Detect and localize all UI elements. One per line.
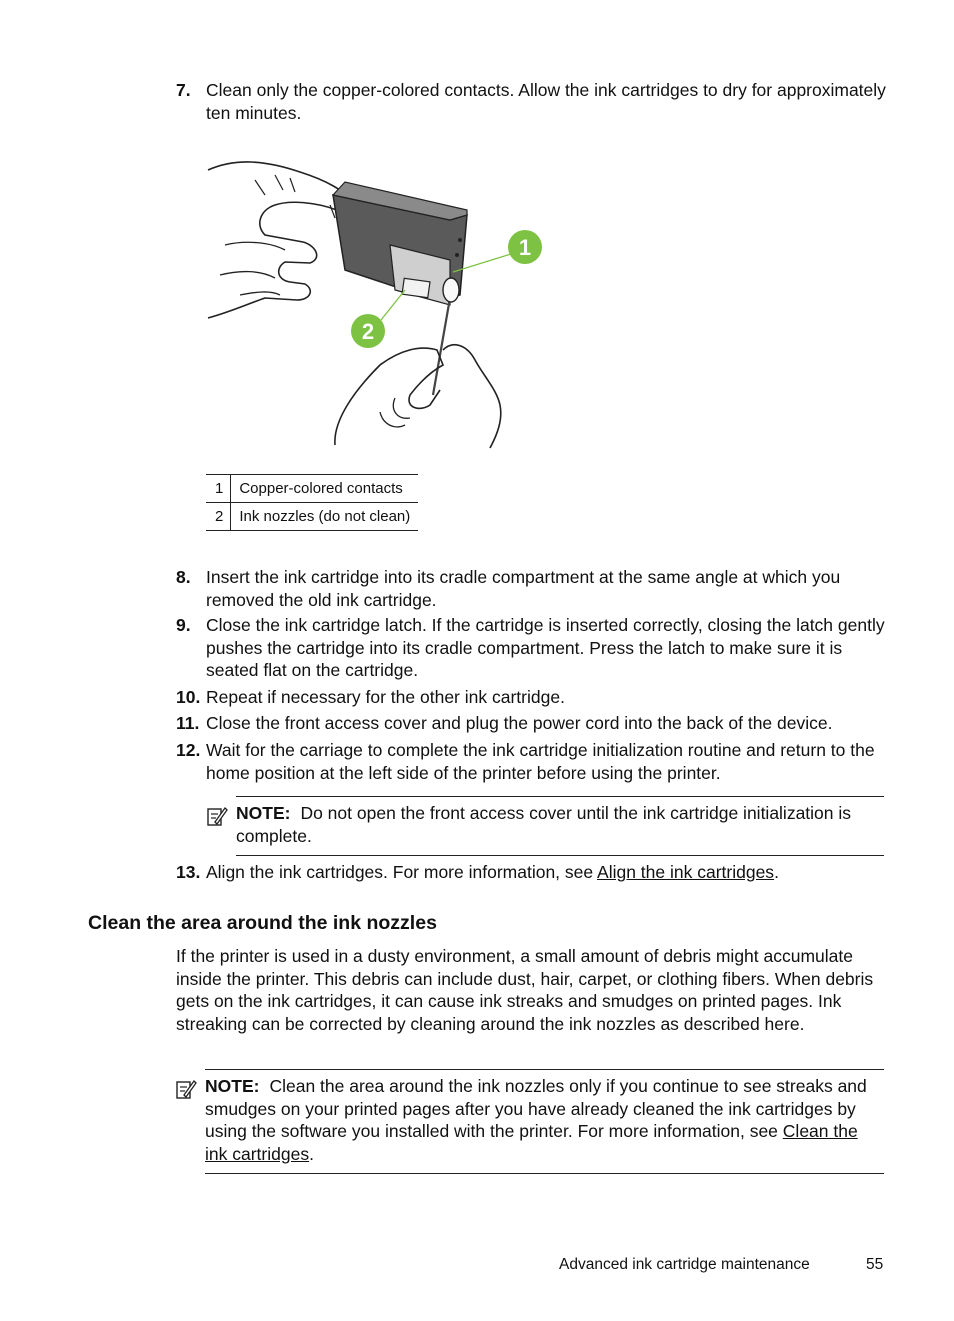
- step-number: 12.: [176, 740, 201, 760]
- page-number: 55: [866, 1256, 884, 1273]
- section-paragraph: If the printer is used in a dusty environment, a small amount of debris might accumulate inside the printer. This debris can include dust, hair, carpet, or clothing fibers. When debris gets on the ink cartridges, it can cause ink streaks and smudges on printed pages. Ink streaking can be corrected by cleaning around the ink nozzles as described here.: [176, 946, 874, 1034]
- step-number: 10.: [176, 687, 201, 707]
- note-label: NOTE:: [236, 803, 291, 823]
- legend-number: 1: [206, 475, 231, 503]
- legend-label: Copper-colored contacts: [231, 475, 418, 503]
- cartridge-cleaning-illustration: [205, 150, 555, 455]
- svg-text:1: 1: [518, 235, 532, 260]
- step-8: [176, 566, 886, 611]
- step-9: [176, 614, 886, 682]
- step-10: [176, 686, 886, 709]
- legend-number: 2: [206, 503, 231, 531]
- step-text: Clean only the copper-colored contacts. Allow the ink cartridges to dry for approximately ten minutes.: [206, 80, 886, 123]
- step-text: Repeat if necessary for the other ink cartridge.: [206, 687, 565, 707]
- step-text: Insert the ink cartridge into its cradle compartment at the same angle at which you removed the old ink cartridge.: [206, 567, 841, 610]
- right-hand: [335, 348, 443, 445]
- note-box: NOTE: Clean the area around the ink nozzles only if you continue to see streaks and smudges on your printed pages after you have already cleaned the ink cartridges by using the software you installed with the printer. For more information, see Clean the ink cartridges.: [205, 1069, 884, 1174]
- svg-text:2: 2: [361, 319, 375, 344]
- step-text: Close the front access cover and plug the power cord into the back of the device.: [206, 713, 833, 733]
- note-text: Clean the area around the ink nozzles only if you continue to see streaks and smudges on your printed pages after you have already cleaned the ink cartridges by using the software you installed with the printer. For more information, see: [205, 1076, 867, 1141]
- clean-cartridges-link[interactable]: Clean the ink cartridges: [205, 1121, 858, 1164]
- section-heading: Clean the area around the ink nozzles: [88, 912, 437, 934]
- step-number: 9.: [176, 615, 191, 635]
- table-row: [206, 475, 418, 503]
- step-13: [176, 861, 886, 884]
- step-number: 8.: [176, 567, 191, 587]
- step-number: 11.: [176, 713, 200, 733]
- note-text: Do not open the front access cover until the ink cartridge initialization is complete.: [236, 803, 852, 846]
- step-text: Align the ink cartridges. For more information, see Align the ink cartridges.: [206, 862, 779, 882]
- step-text: Wait for the carriage to complete the ink cartridge initialization routine and return to the home position at the left side of the printer before using the printer.: [206, 740, 875, 783]
- callout-legend-table: [206, 474, 418, 531]
- step-11: [176, 712, 886, 735]
- step-7: [176, 79, 886, 124]
- step-number: 7.: [176, 80, 191, 100]
- note-box: [236, 796, 884, 856]
- left-hand: [208, 162, 355, 318]
- align-cartridges-link[interactable]: Align the ink cartridges: [597, 862, 775, 882]
- note-icon: [206, 805, 228, 827]
- footer-section-title: Advanced ink cartridge maintenance: [559, 1256, 810, 1273]
- legend-label: Ink nozzles (do not clean): [231, 503, 418, 531]
- step-text: Close the ink cartridge latch. If the cartridge is inserted correctly, closing the latch gently pushes the cartridge into its cradle compartment. Press the latch to make sure it is seated flat on the cartridge.: [206, 615, 885, 680]
- callout-1: [508, 230, 542, 264]
- note-label: NOTE:: [205, 1076, 260, 1096]
- note-icon: [175, 1078, 197, 1100]
- callout-2: [351, 314, 385, 348]
- step-number: 13.: [176, 862, 201, 882]
- table-row: [206, 503, 418, 531]
- step-12: [176, 739, 886, 784]
